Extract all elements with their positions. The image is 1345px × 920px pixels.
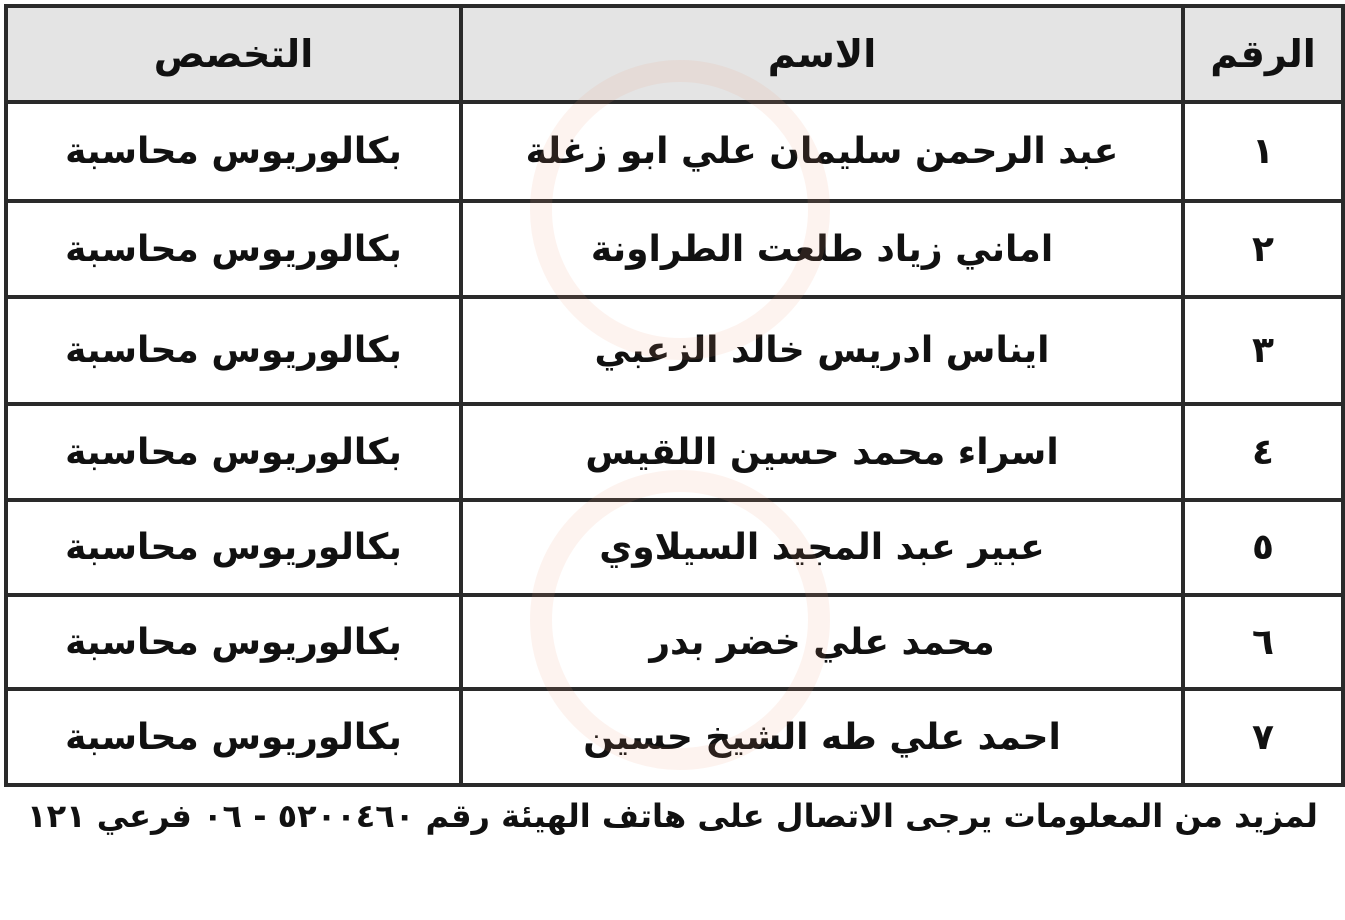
- cell-number: ٦: [1183, 595, 1343, 689]
- cell-number: ٢: [1183, 201, 1343, 297]
- table-row: [6, 102, 1343, 201]
- cell-specialization: بكالوريوس محاسبة: [6, 102, 461, 201]
- cell-specialization: بكالوريوس محاسبة: [6, 404, 461, 500]
- cell-name: اسراء محمد حسين اللقيس: [461, 404, 1183, 500]
- cell-specialization: بكالوريوس محاسبة: [6, 595, 461, 689]
- footer-contact-note: لمزيد من المعلومات يرجى الاتصال على هاتف الهيئة رقم ٥٢٠٠٤٦٠ - ٠٦ فرعي ١٢١: [27, 797, 1318, 835]
- table-row: [6, 689, 1343, 785]
- header-number: الرقم: [1183, 6, 1343, 102]
- cell-number: ٥: [1183, 500, 1343, 595]
- cell-specialization: بكالوريوس محاسبة: [6, 689, 461, 785]
- cell-number: ٤: [1183, 404, 1343, 500]
- cell-number: ١: [1183, 102, 1343, 201]
- cell-specialization: بكالوريوس محاسبة: [6, 201, 461, 297]
- table-row: [6, 201, 1343, 297]
- table-row: [6, 500, 1343, 595]
- cell-number: ٣: [1183, 297, 1343, 404]
- cell-name: محمد علي خضر بدر: [461, 595, 1183, 689]
- table-row: [6, 404, 1343, 500]
- cell-specialization: بكالوريوس محاسبة: [6, 500, 461, 595]
- cell-name: عبير عبد المجيد السيلاوي: [461, 500, 1183, 595]
- cell-number: ٧: [1183, 689, 1343, 785]
- cell-name: اماني زياد طلعت الطراونة: [461, 201, 1183, 297]
- cell-name: ايناس ادريس خالد الزعبي: [461, 297, 1183, 404]
- cell-name: عبد الرحمن سليمان علي ابو زغلة: [461, 102, 1183, 201]
- table-header-row: [6, 6, 1343, 102]
- header-specialization: التخصص: [6, 6, 461, 102]
- table-row: [6, 595, 1343, 689]
- candidates-table: [4, 4, 1345, 787]
- table-row: [6, 297, 1343, 404]
- cell-name: احمد علي طه الشيخ حسين: [461, 689, 1183, 785]
- header-name: الاسم: [461, 6, 1183, 102]
- cell-specialization: بكالوريوس محاسبة: [6, 297, 461, 404]
